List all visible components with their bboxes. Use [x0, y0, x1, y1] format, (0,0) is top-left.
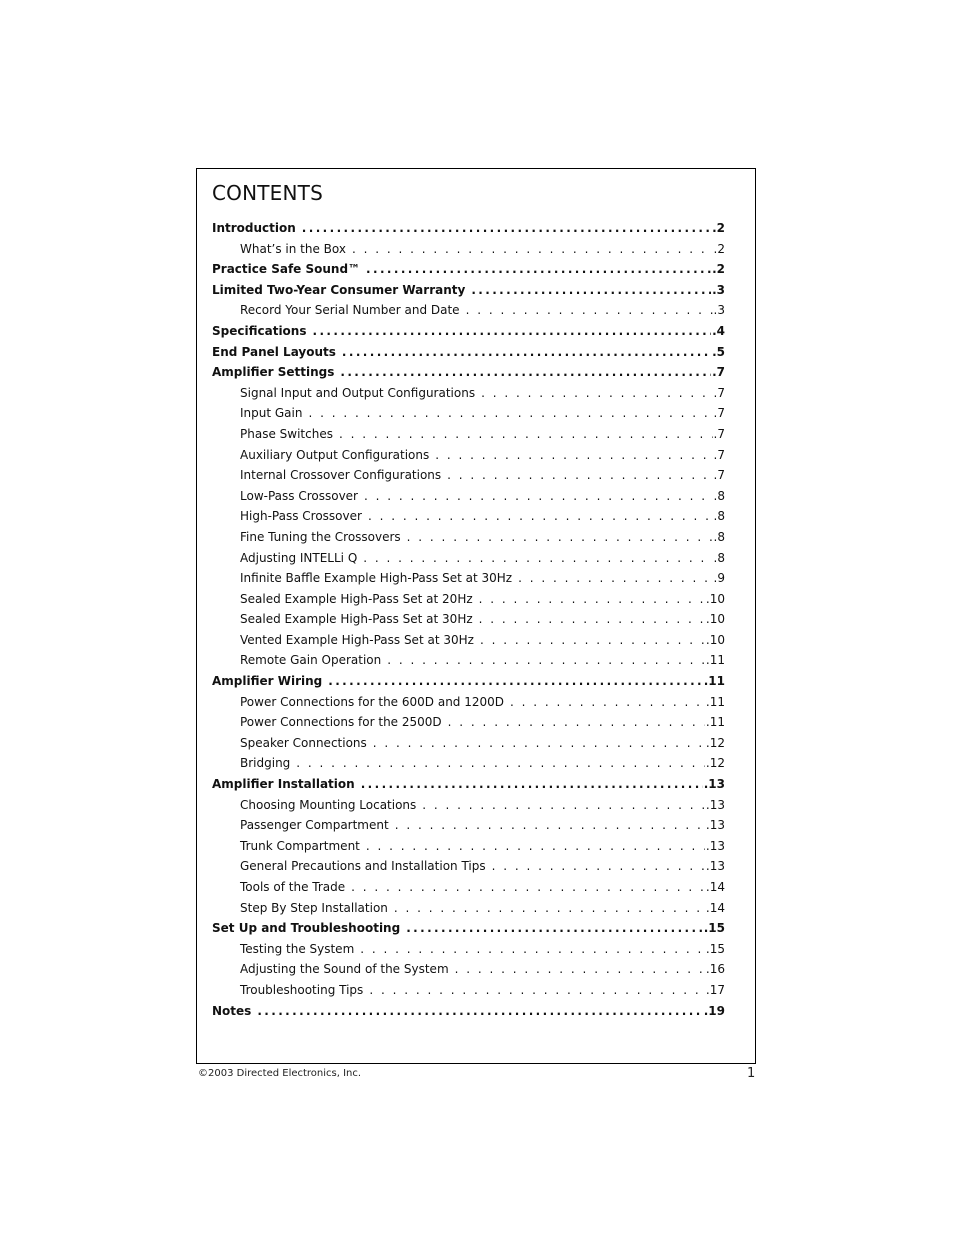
toc-subsection-entry	[212, 653, 725, 674]
toc-entry-page: .2	[712, 262, 725, 277]
toc-entry-label: Troubleshooting Tips	[240, 982, 364, 997]
dot-leader	[342, 345, 711, 359]
toc-entry-label: Signal Input and Output Configurations	[240, 385, 476, 400]
toc-entry-page: .2	[713, 241, 725, 256]
toc-entry-page: .7	[713, 426, 725, 441]
toc-entry-label: Infinite Baffle Example High-Pass Set at 30Hz	[240, 571, 513, 586]
table-of-contents	[212, 221, 725, 1024]
dot-leader	[257, 1004, 702, 1018]
toc-entry-page: .13	[703, 777, 725, 792]
toc-entry-label: High-Pass Crossover	[240, 509, 362, 524]
toc-entry-page: .13	[705, 859, 725, 874]
page-number: 1	[747, 1066, 756, 1081]
toc-entry-label: Set Up and Troubleshooting	[212, 921, 401, 936]
toc-subsection-entry	[212, 303, 725, 324]
toc-subsection-entry	[212, 962, 725, 983]
dot-leader	[435, 448, 712, 462]
toc-subsection-entry	[212, 530, 725, 551]
toc-entry-label: Tools of the Trade	[240, 880, 346, 894]
copyright-notice: ©2003 Directed Electronics, Inc.	[198, 1068, 362, 1079]
toc-entry-label: Practice Safe Sound™	[212, 262, 361, 277]
dot-leader	[481, 386, 712, 400]
dot-leader	[369, 983, 705, 997]
dot-leader	[479, 612, 705, 626]
toc-entry-page: .9	[713, 571, 725, 586]
toc-entry-page: .7	[713, 447, 725, 462]
toc-entry-label: Amplifier Installation	[212, 777, 355, 792]
toc-subsection-entry	[212, 427, 725, 448]
toc-section-entry	[212, 221, 725, 242]
toc-subsection-entry	[212, 448, 725, 469]
page-title: CONTENTS	[212, 181, 323, 205]
toc-entry-page: .19	[703, 1003, 725, 1018]
toc-entry-label: Fine Tuning the Crossovers	[240, 529, 401, 544]
dot-leader	[455, 962, 705, 976]
toc-entry-label: Trunk Compartment	[240, 838, 360, 853]
toc-entry-label: Adjusting the Sound of the System	[240, 962, 449, 977]
dot-leader	[296, 756, 705, 770]
toc-entry-label: Remote Gain Operation	[240, 653, 382, 668]
toc-entry-page: .11	[705, 694, 725, 709]
toc-entry-page: .8	[713, 509, 725, 524]
toc-subsection-entry	[212, 839, 725, 860]
toc-entry-page: .2	[712, 221, 725, 235]
toc-entry-page: .17	[705, 982, 725, 997]
dot-leader	[447, 468, 712, 482]
toc-entry-page: .16	[705, 962, 725, 977]
dot-leader	[407, 530, 713, 544]
toc-section-entry	[212, 365, 725, 386]
toc-entry-page: .8	[713, 529, 725, 544]
toc-subsection-entry	[212, 715, 725, 736]
toc-entry-label: Adjusting INTELLi Q	[240, 550, 358, 565]
toc-entry-page: .12	[705, 756, 725, 771]
dot-leader	[363, 551, 712, 565]
toc-subsection-entry	[212, 736, 725, 757]
dot-leader	[366, 262, 711, 276]
toc-entry-label: Bridging	[240, 756, 291, 771]
toc-subsection-entry	[212, 901, 725, 922]
dot-leader	[471, 283, 711, 297]
toc-entry-page: .10	[705, 591, 725, 606]
dot-leader	[302, 221, 711, 235]
toc-entry-page: .3	[713, 303, 725, 318]
toc-entry-label: Low-Pass Crossover	[240, 488, 358, 503]
toc-subsection-entry	[212, 798, 725, 819]
toc-subsection-entry	[212, 468, 725, 489]
toc-subsection-entry	[212, 551, 725, 572]
toc-subsection-entry	[212, 612, 725, 633]
toc-entry-label: Introduction	[212, 221, 296, 235]
toc-entry-label: Input Gain	[240, 406, 303, 421]
toc-subsection-entry	[212, 695, 725, 716]
dot-leader	[510, 695, 705, 709]
dot-leader	[394, 901, 705, 915]
dot-leader	[422, 798, 705, 812]
toc-entry-page: .4	[712, 323, 725, 338]
toc-entry-label: Passenger Compartment	[240, 818, 389, 833]
toc-entry-label: Record Your Serial Number and Date	[240, 303, 460, 318]
toc-entry-page: .11	[705, 715, 725, 730]
toc-subsection-entry	[212, 242, 725, 263]
toc-subsection-entry	[212, 571, 725, 592]
dot-leader	[312, 324, 711, 338]
toc-subsection-entry	[212, 592, 725, 613]
toc-entry-label: Internal Crossover Configurations	[240, 468, 442, 483]
toc-entry-label: End Panel Layouts	[212, 344, 336, 359]
toc-entry-page: .15	[703, 921, 725, 936]
toc-entry-page: .13	[705, 838, 725, 853]
toc-entry-label: Auxiliary Output Configurations	[240, 447, 430, 462]
toc-section-entry	[212, 777, 725, 798]
toc-subsection-entry	[212, 489, 725, 510]
toc-entry-label: Power Connections for the 2500D	[240, 715, 442, 730]
toc-entry-page: .11	[705, 653, 725, 668]
toc-entry-page: .8	[713, 550, 725, 565]
dot-leader	[466, 303, 713, 317]
toc-entry-label: Power Connections for the 600D and 1200D	[240, 694, 505, 709]
dot-leader	[364, 489, 713, 503]
toc-section-entry	[212, 1004, 725, 1025]
dot-leader	[368, 509, 713, 523]
toc-section-entry	[212, 345, 725, 366]
dot-leader	[351, 880, 705, 894]
toc-entry-label: Notes	[212, 1003, 252, 1018]
toc-subsection-entry	[212, 386, 725, 407]
toc-entry-page: .7	[713, 385, 725, 400]
dot-leader	[308, 406, 712, 420]
toc-entry-page: .5	[712, 344, 725, 359]
contents-frame	[196, 168, 756, 1064]
toc-entry-page: .3	[712, 282, 725, 297]
toc-entry-page: .10	[705, 612, 725, 627]
toc-entry-label: Testing the System	[240, 941, 355, 956]
toc-entry-page: .12	[705, 735, 725, 750]
toc-entry-page: .11	[703, 674, 725, 689]
dot-leader	[387, 653, 705, 667]
toc-entry-label: General Precautions and Installation Tips	[240, 859, 486, 874]
toc-section-entry	[212, 324, 725, 345]
toc-subsection-entry	[212, 818, 725, 839]
toc-entry-page: .7	[712, 365, 725, 380]
toc-entry-label: Sealed Example High-Pass Set at 20Hz	[240, 591, 473, 606]
toc-subsection-entry	[212, 942, 725, 963]
toc-entry-label: Phase Switches	[240, 426, 333, 441]
toc-subsection-entry	[212, 633, 725, 654]
toc-entry-page: .7	[713, 406, 725, 421]
dot-leader	[361, 777, 703, 791]
toc-entry-label: Sealed Example High-Pass Set at 30Hz	[240, 612, 473, 627]
toc-entry-label: Amplifier Wiring	[212, 674, 323, 689]
dot-leader	[339, 427, 713, 441]
dot-leader	[518, 571, 712, 585]
toc-section-entry	[212, 262, 725, 283]
dot-leader	[492, 859, 705, 873]
dot-leader	[360, 942, 705, 956]
toc-entry-label: Limited Two-Year Consumer Warranty	[212, 282, 466, 297]
toc-entry-page: .7	[713, 468, 725, 483]
toc-subsection-entry	[212, 983, 725, 1004]
toc-entry-label: Step By Step Installation	[240, 900, 388, 915]
toc-subsection-entry	[212, 880, 725, 901]
dot-leader	[340, 365, 711, 379]
toc-section-entry	[212, 283, 725, 304]
dot-leader	[480, 633, 705, 647]
toc-section-entry	[212, 674, 725, 695]
dot-leader	[395, 818, 705, 832]
toc-entry-page: .14	[705, 880, 725, 894]
toc-entry-page: .10	[705, 632, 725, 647]
dot-leader	[366, 839, 705, 853]
toc-subsection-entry	[212, 756, 725, 777]
dot-leader	[406, 921, 703, 935]
toc-entry-page: .15	[705, 941, 725, 956]
toc-entry-label: What’s in the Box	[240, 241, 346, 256]
toc-section-entry	[212, 921, 725, 942]
dot-leader	[479, 592, 705, 606]
dot-leader	[373, 736, 705, 750]
dot-leader	[448, 715, 705, 729]
dot-leader	[328, 674, 702, 688]
toc-entry-label: Speaker Connections	[240, 735, 367, 750]
toc-subsection-entry	[212, 406, 725, 427]
toc-entry-label: Choosing Mounting Locations	[240, 797, 417, 812]
toc-subsection-entry	[212, 859, 725, 880]
toc-entry-page: .8	[713, 488, 725, 503]
toc-entry-page: .14	[705, 900, 725, 915]
toc-entry-label: Amplifier Settings	[212, 365, 335, 380]
toc-entry-label: Vented Example High-Pass Set at 30Hz	[240, 632, 474, 647]
dot-leader	[352, 242, 713, 256]
toc-entry-label: Specifications	[212, 323, 307, 338]
toc-subsection-entry	[212, 509, 725, 530]
toc-entry-page: .13	[705, 818, 725, 833]
toc-entry-page: .13	[705, 797, 725, 812]
